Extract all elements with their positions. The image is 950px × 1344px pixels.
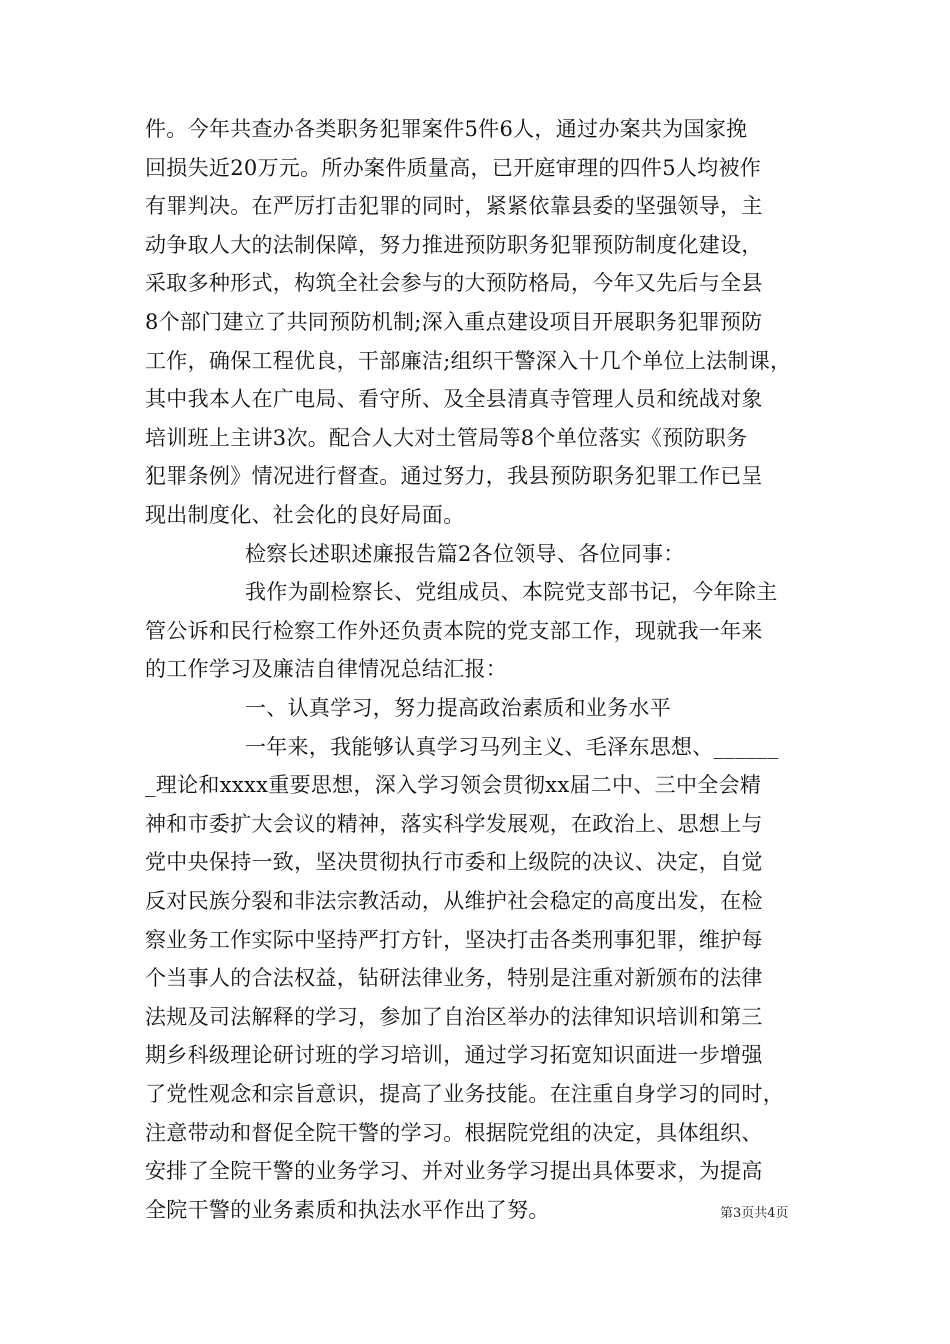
page-number-footer: 第3页共4页 [720,1206,789,1221]
text-line: 工作，确保工程优良，干部廉洁;组织干警深入十几个单位上法制课， [145,349,792,373]
text-line: 了党性观念和宗旨意识，提高了业务技能。在注重自身学习的同时， [145,1082,784,1106]
text-line: 安排了全院干警的业务学习、并对业务学习提出具体要求，为提高 [145,1159,763,1183]
text-line: 个当事人的合法权益，钻研法律业务，特别是注重对新颁布的法律 [145,966,763,990]
text-line: 检察长述职述廉报告篇2各位领导、各位同事： [245,542,685,566]
text-line: 反对民族分裂和非法宗教活动，从维护社会稳定的高度出发，在检 [145,889,763,913]
text-line: 其中我本人在广电局、看守所、及全县清真寺管理人员和统战对象 [145,387,763,411]
text-line: 我作为副检察长、党组成员、本院党支部书记，今年除主 [245,580,778,604]
text-line: 全院干警的业务素质和执法水平作出了努。 [145,1198,550,1222]
text-line: 采取多种形式，构筑全社会参与的大预防格局，今年又先后与全县 [145,271,763,295]
text-line: 注意带动和督促全院干警的学习。根据院党组的决定，具体组织、 [145,1121,763,1145]
text-line: 的工作学习及廉洁自律情况总结汇报： [145,657,508,681]
text-line: 件。今年共查办各类职务犯罪案件5件6人，通过办案共为国家挽 [145,117,748,141]
text-line: 神和市委扩大会议的精神，落实科学发展观，在政治上、思想上与 [145,812,763,836]
text-line: 培训班上主讲3次。配合人大对土管局等8个单位落实《预防职务 [145,426,748,450]
text-line: 一、认真学习，努力提高政治素质和业务水平 [245,696,671,720]
text-line: 现出制度化、社会化的良好局面。 [145,503,465,527]
text-line: 察业务工作实际中坚持严打方针，坚决打击各类刑事犯罪，维护每 [145,928,763,952]
text-line: 回损失近20万元。所办案件质量高，已开庭审理的四件5人均被作 [145,156,762,180]
text-line: 党中央保持一致，坚决贯彻执行市委和上级院的决议、决定，自觉 [145,850,763,874]
text-line: _理论和xxxx重要思想，深入学习领会贯彻xx届二中、三中全会精 [145,773,762,797]
text-line: 期乡科级理论研讨班的学习培训，通过学习拓宽知识面进一步增强 [145,1043,763,1067]
text-line: 一年来，我能够认真学习马列主义、毛泽东思想、______ [245,735,779,759]
text-line: 管公诉和民行检察工作外还负责本院的党支部工作，现就我一年来 [145,619,763,643]
text-line: 动争取人大的法制保障，努力推进预防职务犯罪预防制度化建设， [145,233,763,257]
text-line: 法规及司法解释的学习，参加了自治区举办的法律知识培训和第三 [145,1005,763,1029]
text-line: 有罪判决。在严厉打击犯罪的同时，紧紧依靠县委的坚强领导，主 [145,194,763,218]
text-line: 犯罪条例》情况进行督查。通过努力，我县预防职务犯罪工作已呈 [145,464,763,488]
text-line: 8个部门建立了共同预防机制;深入重点建设项目开展职务犯罪预防 [145,310,763,334]
